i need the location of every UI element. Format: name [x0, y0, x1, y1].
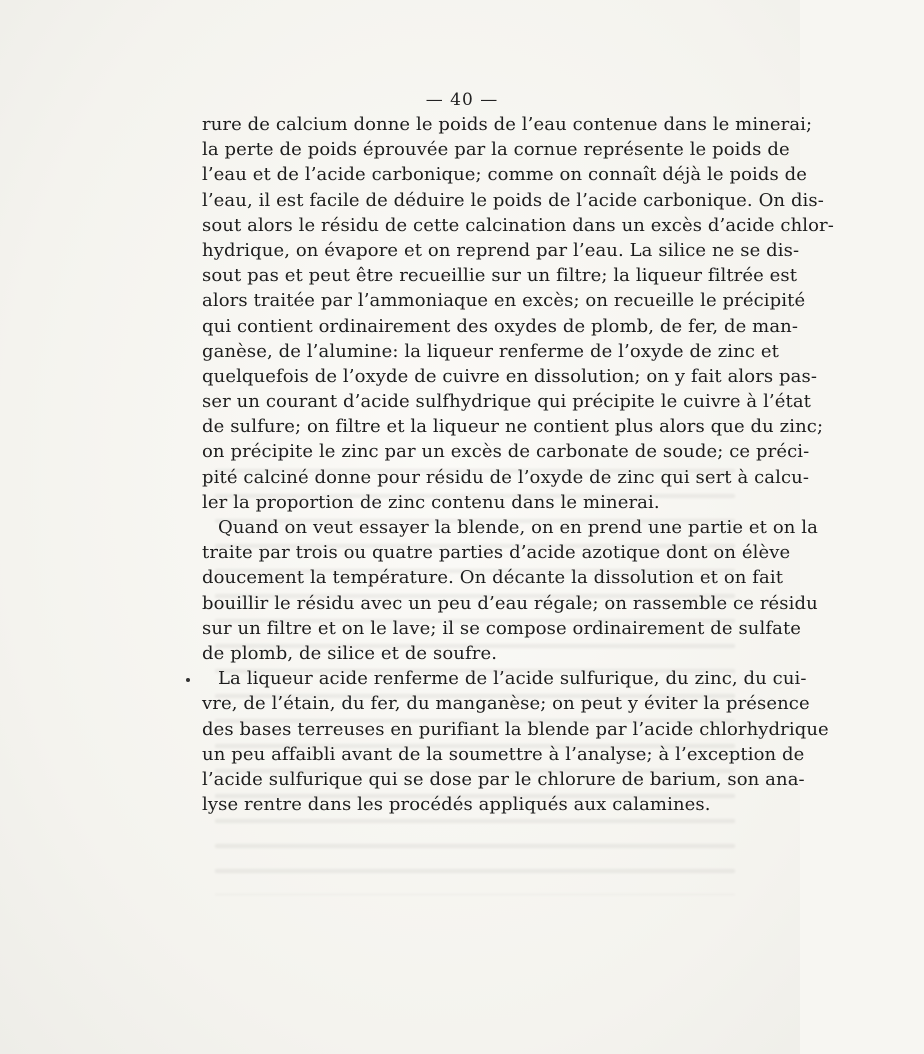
text-line: quelquefois de l’oxyde de cuivre en dissolution; on y fait alors pas-	[202, 365, 818, 387]
text-line: bouillir le résidu avec un peu d’eau régale; on rassemble ce résidu	[202, 592, 818, 614]
text-line: l’eau et de l’acide carbonique; comme on connaît déjà le poids de	[202, 164, 808, 186]
text-line: l’acide sulfurique qui se dose par le chlorure de barium, son ana-	[202, 768, 805, 790]
text-line: doucement la température. On décante la dissolution et on fait	[202, 567, 784, 589]
text-line: de plomb, de silice et de soufre.	[202, 642, 498, 664]
text-line: pité calciné donne pour résidu de l’oxyde de zinc qui sert à calcu-	[202, 466, 810, 488]
text-line: des bases terreuses en purifiant la blende par l’acide chlorhydrique	[202, 718, 829, 740]
text-line: sout pas et peut être recueillie sur un filtre; la liqueur filtrée est	[202, 265, 798, 287]
text-line: alors traitée par l’ammoniaque en excès; on recueille le précipité	[202, 290, 806, 312]
text-line: traite par trois ou quatre parties d’acide azotique dont on élève	[202, 542, 791, 564]
text-line: La liqueur acide renferme de l’acide sulfurique, du zinc, du cui-	[218, 668, 807, 690]
text-line: un peu affaibli avant de la soumettre à l’analyse; à l’exception de	[202, 743, 805, 765]
text-line: de sulfure; on filtre et la liqueur ne contient plus alors que du zinc;	[202, 416, 824, 438]
text-line: sur un filtre et on le lave; il se compose ordinairement de sulfate	[202, 617, 802, 639]
margin-mark	[186, 678, 190, 682]
text-line: vre, de l’étain, du fer, du manganèse; on peut y éviter la présence	[202, 693, 810, 715]
body-text	[202, 112, 834, 817]
text-line: rure de calcium donne le poids de l’eau contenue dans le minerai;	[202, 114, 813, 135]
text-line: on précipite le zinc par un excès de carbonate de soude; ce préci-	[202, 441, 810, 463]
text-line: ser un courant d’acide sulfhydrique qui précipite le cuivre à l’état	[202, 391, 811, 413]
text-line: ganèse, de l’alumine: la liqueur renferme de l’oxyde de zinc et	[202, 340, 779, 362]
text-line: ler la proportion de zinc contenu dans le minerai.	[202, 491, 660, 513]
text-line: sout alors le résidu de cette calcination dans un excès d’acide chlor-	[202, 214, 834, 236]
text-line: la perte de poids éprouvée par la cornue représente le poids de	[202, 139, 790, 161]
text-line: hydrique, on évapore et on reprend par l’eau. La silice ne se dis-	[202, 239, 800, 261]
text-line: lyse rentre dans les procédés appliqués aux calamines.	[202, 794, 711, 816]
text-line: l’eau, il est facile de déduire le poids de l’acide carbonique. On dis-	[202, 189, 824, 211]
text-line: qui contient ordinairement des oxydes de plomb, de fer, de man-	[202, 315, 799, 337]
text-line: Quand on veut essayer la blende, on en prend une partie et on la	[218, 517, 818, 538]
page-number: — 40 —	[425, 90, 499, 110]
